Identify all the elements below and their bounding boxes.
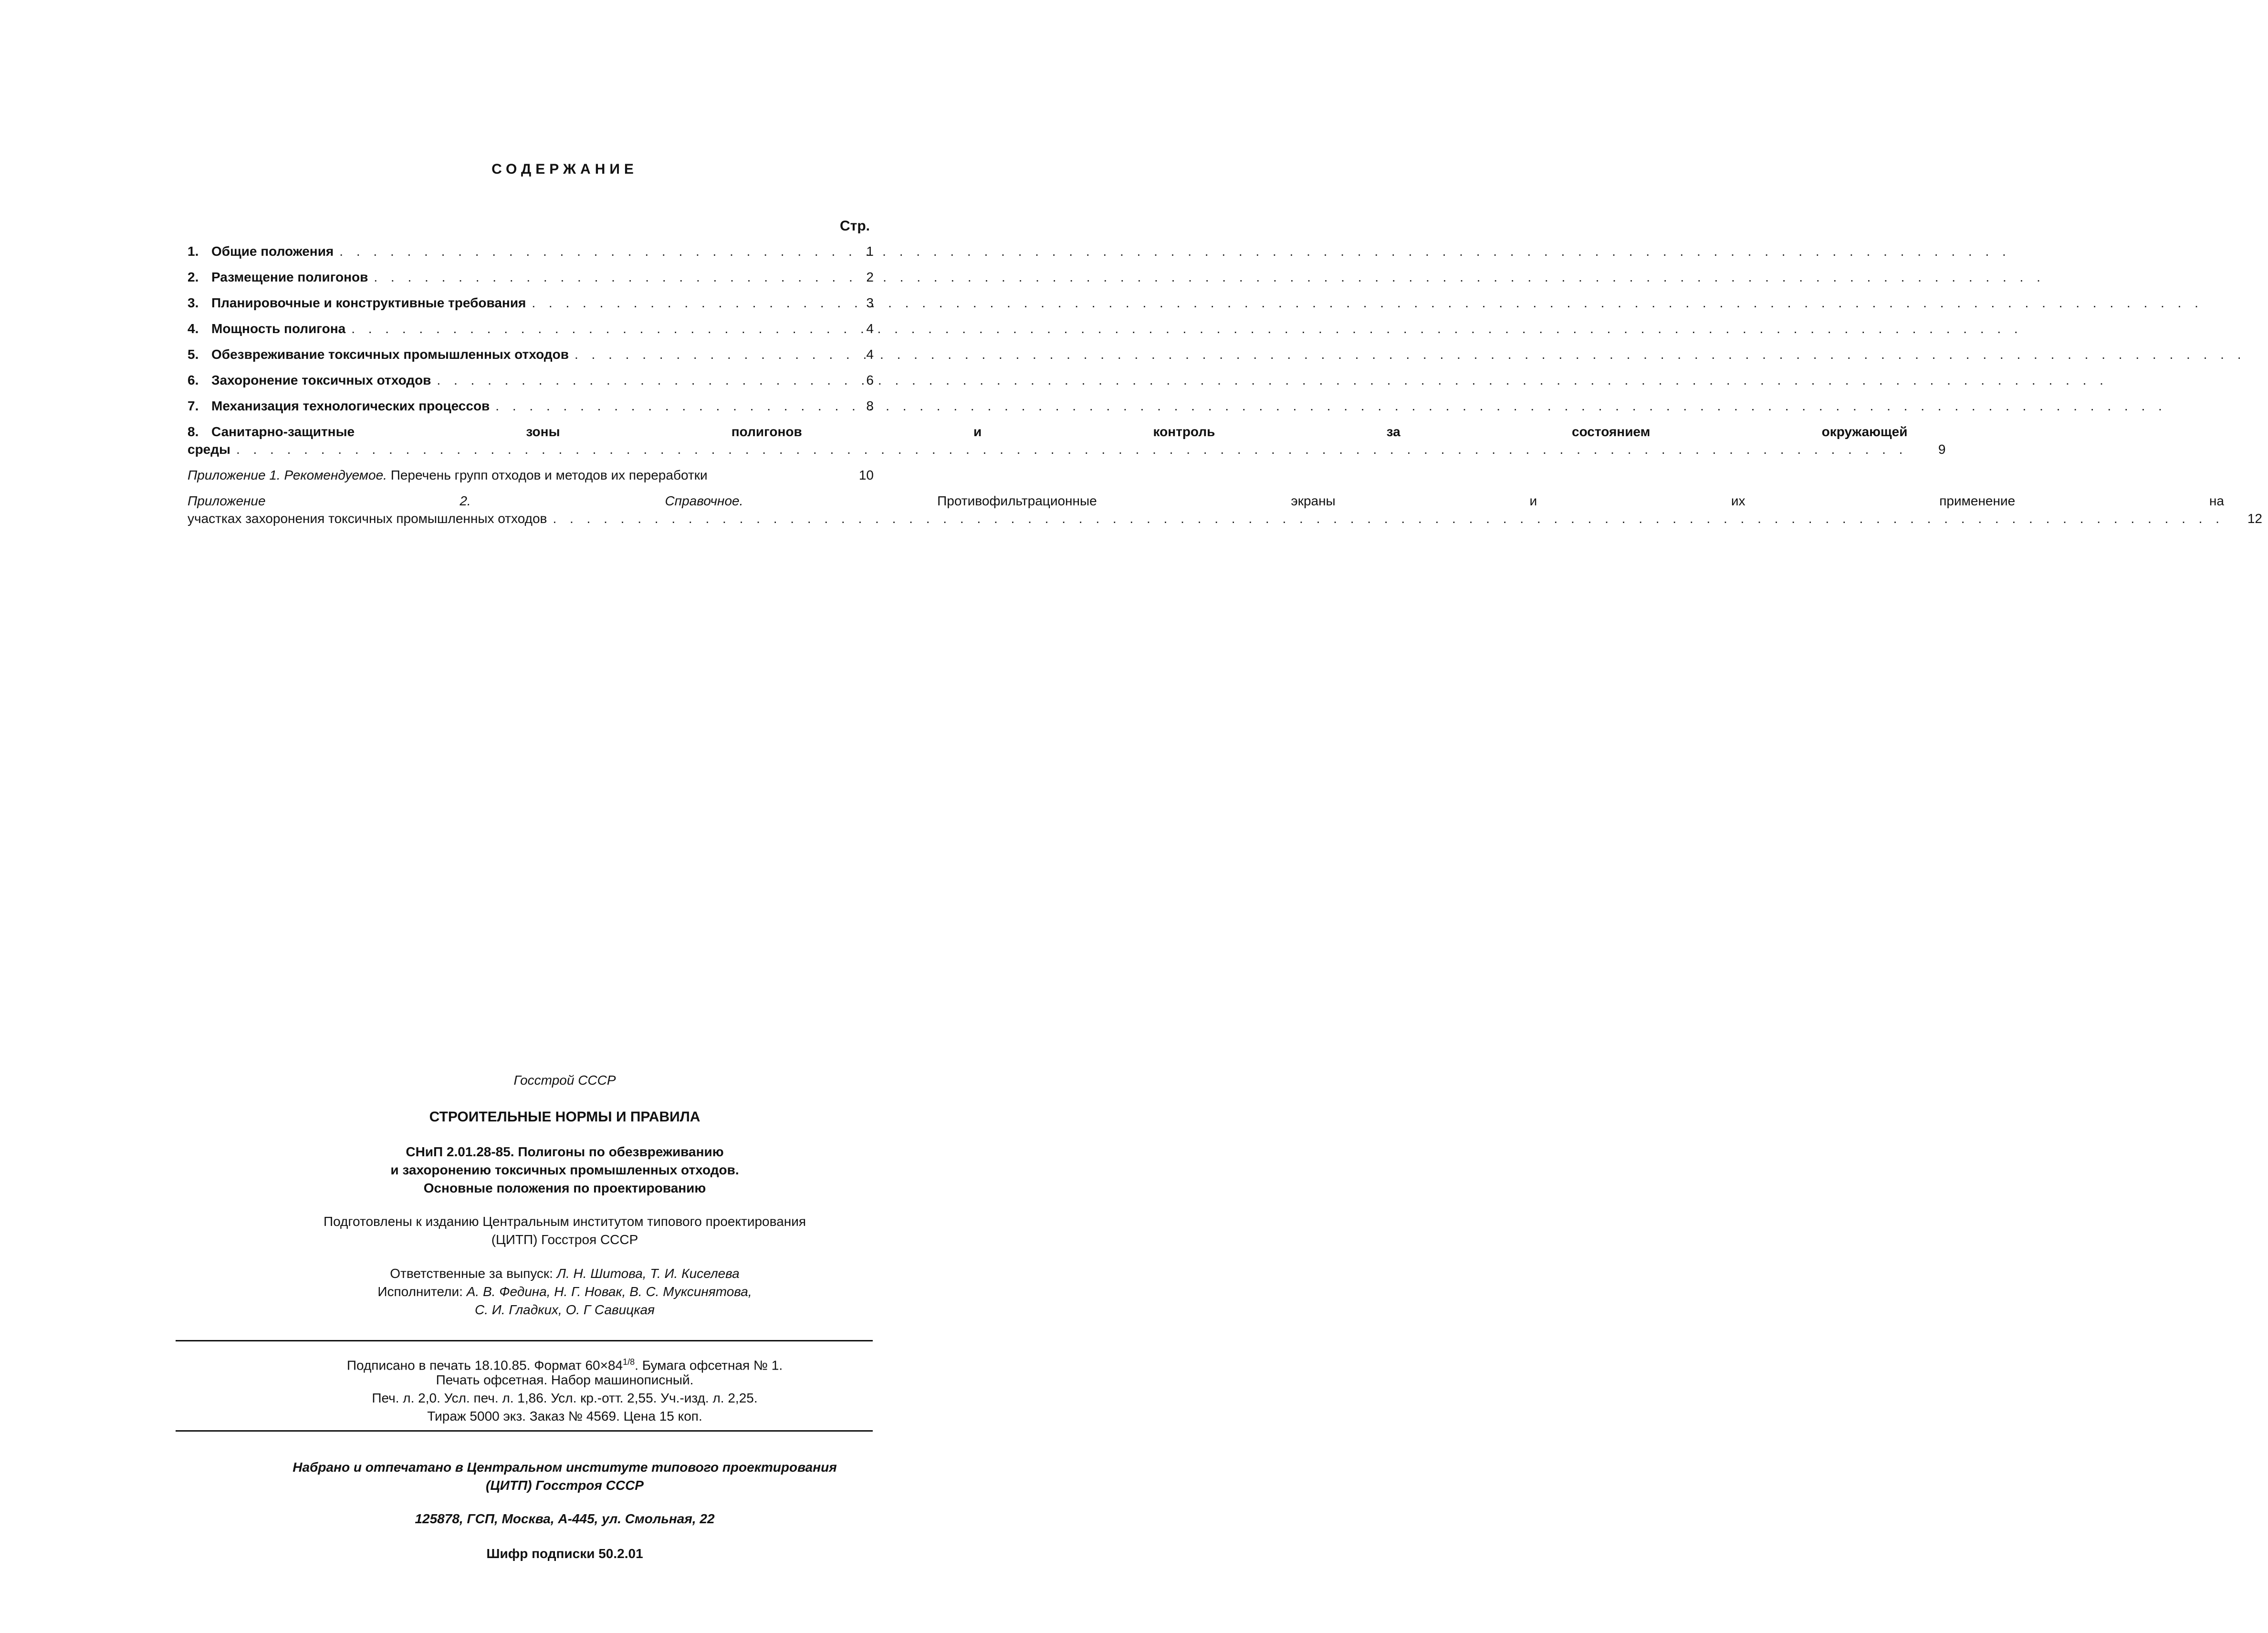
toc-item-number: 2. xyxy=(188,270,199,284)
toc-title: СОДЕРЖАНИЕ xyxy=(491,161,638,177)
publisher-org: Госстрой СССР xyxy=(513,1073,616,1088)
format-fraction: 1/8 xyxy=(623,1357,635,1367)
doc-title-line-2: и захоронению токсичных промышленных отходов. xyxy=(390,1162,739,1177)
appendix-2-description-cont: участках захоронения токсичных промышленных отходов xyxy=(188,511,547,526)
toc-item-label: Общие положения xyxy=(211,244,334,259)
toc-item-page: 2 xyxy=(866,270,874,284)
toc-item-label: Санитарно-защитные зоны полигонов и контроль за состоянием окружающей xyxy=(211,424,1908,439)
toc-item-label: Обезвреживание токсичных промышленных отходов xyxy=(211,347,569,362)
toc-item-appendix-2[interactable] xyxy=(188,492,2262,527)
toc-item-label-cont: среды xyxy=(188,442,230,457)
appendix-2-description: Противофильтрационные экраны и их применение на xyxy=(937,493,2224,508)
toc-item-number: 7. xyxy=(188,398,199,413)
executors-label: Исполнители: xyxy=(377,1284,463,1299)
toc-item-label: Планировочные и конструктивные требования xyxy=(211,295,526,310)
toc-item-page: 9 xyxy=(1938,442,1946,457)
table-of-contents xyxy=(188,242,2262,535)
prepared-by-line-1: Подготовлены к изданию Центральным институтом типового проектирования xyxy=(323,1214,806,1229)
toc-item-page: 6 xyxy=(866,373,874,387)
executors-names-cont: С. И. Гладких, О. Г Савицкая xyxy=(475,1302,655,1317)
toc-item-number: 6. xyxy=(188,373,199,387)
toc-item-number: 1. xyxy=(188,244,199,259)
toc-item-page: 12 xyxy=(2247,511,2262,526)
toc-item[interactable] xyxy=(188,345,879,363)
executors-line xyxy=(0,1283,1129,1301)
dot-leader xyxy=(495,397,2167,415)
responsible-label: Ответственные за выпуск: xyxy=(390,1266,553,1281)
publication-line-4: Тираж 5000 экз. Заказ № 4569. Цена 15 коп. xyxy=(427,1409,702,1424)
appendix-1-description: Перечень групп отходов и методов их переработки xyxy=(390,468,708,482)
toc-item-page: 3 xyxy=(866,295,874,310)
toc-item-page: 8 xyxy=(866,398,874,413)
format-text: Подписано в печать 18.10.85. Формат 60×84 xyxy=(346,1358,623,1373)
toc-item-page: 4 xyxy=(866,347,874,362)
doc-title-line-3: Основные положения по проектированию xyxy=(423,1181,706,1195)
toc-item-number: 8. xyxy=(188,424,199,439)
toc-item-page: 1 xyxy=(866,244,874,259)
prepared-by-line-2: (ЦИТП) Госстроя СССР xyxy=(491,1232,638,1247)
toc-item[interactable] xyxy=(188,268,879,286)
toc-item-label: Захоронение токсичных отходов xyxy=(211,373,431,387)
toc-item-number: 4. xyxy=(188,321,199,336)
toc-item-label xyxy=(188,466,708,484)
series-title: СТРОИТЕЛЬНЫЕ НОРМЫ И ПРАВИЛА xyxy=(429,1109,700,1125)
toc-item[interactable] xyxy=(188,320,879,337)
toc-item[interactable] xyxy=(188,423,1946,458)
appendix-2-title: Приложение 2. Справочное. xyxy=(188,493,743,508)
toc-item[interactable] xyxy=(188,242,879,260)
dot-leader xyxy=(339,242,2011,260)
printed-by-line-2: (ЦИТП) Госстроя СССР xyxy=(486,1478,644,1493)
toc-item[interactable] xyxy=(188,294,879,312)
dot-leader xyxy=(553,510,2224,527)
publication-line-2: Печать офсетная. Набор машинописный. xyxy=(436,1372,694,1387)
appendix-1-title: Приложение 1. Рекомендуемое. xyxy=(188,468,387,482)
responsible-names: Л. Н. Шитова, Т. И. Киселева xyxy=(556,1266,740,1281)
dot-leader xyxy=(575,345,2246,363)
toc-item-number: 5. xyxy=(188,347,199,362)
responsible-line xyxy=(0,1265,1129,1283)
dot-leader xyxy=(437,371,2108,389)
divider-bottom xyxy=(176,1430,873,1432)
toc-item[interactable] xyxy=(188,371,879,389)
publication-line-3: Печ. л. 2,0. Усл. печ. л. 1,86. Усл. кр.-отт. 2,55. Уч.-изд. л. 2,25. xyxy=(372,1391,758,1405)
dot-leader xyxy=(236,440,1908,458)
toc-item-page: 10 xyxy=(858,468,874,482)
toc-item-page: 4 xyxy=(866,321,874,336)
dot-leader xyxy=(374,268,2045,286)
doc-title-line-1: СНиП 2.01.28-85. Полигоны по обезвреживанию xyxy=(406,1144,724,1159)
subscription-code: Шифр подписки 50.2.01 xyxy=(486,1546,643,1561)
toc-item-label: Размещение полигонов xyxy=(211,270,368,284)
printer-address: 125878, ГСП, Москва, А-445, ул. Смольная, 22 xyxy=(415,1511,715,1526)
toc-item-appendix-1[interactable] xyxy=(188,466,879,484)
printed-by-line-1: Набрано и отпечатано в Центральном институте типового проектирования xyxy=(293,1460,837,1475)
toc-item[interactable] xyxy=(188,397,879,415)
toc-item-label: Механизация технологических процессов xyxy=(211,398,490,413)
paper-text: . Бумага офсетная № 1. xyxy=(635,1358,783,1373)
dot-leader xyxy=(351,320,2023,337)
divider-top xyxy=(176,1340,873,1341)
dot-leader xyxy=(532,294,2203,312)
executors-names: А. В. Федина, Н. Г. Новак, В. С. Муксинятова, xyxy=(466,1284,752,1299)
toc-item-label: Мощность полигона xyxy=(211,321,346,336)
toc-page-header: Стр. xyxy=(840,218,870,234)
toc-item-number: 3. xyxy=(188,295,199,310)
